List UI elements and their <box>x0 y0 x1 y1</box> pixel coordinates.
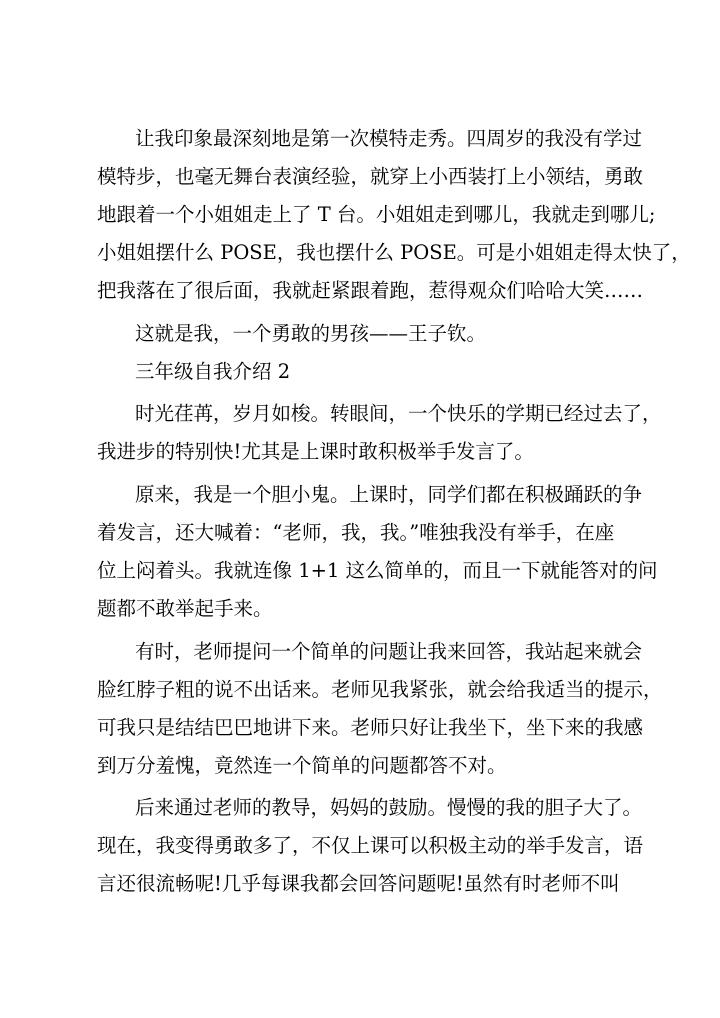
text-line: 地跟着一个小姐姐走上了 T 台。小姐姐走到哪儿，我就走到哪儿; <box>97 203 656 226</box>
text-line: 脸红脖子粗的说不出话来。老师见我紧张，就会给我适当的提示， <box>97 678 663 701</box>
text-line: 位上闷着头。我就连像 1+1 这么简单的，而且一下就能答对的问 <box>97 559 658 582</box>
text-line: 这就是我，一个勇敢的男孩——王子钦。 <box>135 322 487 345</box>
text-line: 题都不敢举起手来。 <box>97 597 273 620</box>
text-line: 我进步的特别快!尤其是上课时敢积极举手发言了。 <box>97 440 534 463</box>
text-line: 后来通过老师的教导，妈妈的鼓励。慢慢的我的胆子大了。 <box>135 796 643 819</box>
text-line: 现在，我变得勇敢多了，不仅上课可以积极主动的举手发言，语 <box>97 834 644 857</box>
text-line: 时光荏苒，岁月如梭。转眼间，一个快乐的学期已经过去了， <box>135 402 662 425</box>
text-line: 到万分羞愧，竟然连一个简单的问题都答不对。 <box>97 754 507 777</box>
text-line: 言还很流畅呢!几乎每课我都会回答问题呢!虽然有时老师不叫 <box>97 872 620 895</box>
text-line: 原来，我是一个胆小鬼。上课时，同学们都在积极踊跃的争 <box>135 483 643 506</box>
section-heading: 三年级自我介绍 2 <box>135 360 291 383</box>
text-line: 小姐姐摆什么 POSE，我也摆什么 POSE。可是小姐姐走得太快了， <box>97 241 691 264</box>
text-line: 模特步，也毫无舞台表演经验，就穿上小西装打上小领结，勇敢 <box>97 165 644 188</box>
text-line: 着发言，还大喊着：“老师，我，我。”唯独我没有举手，在座 <box>97 521 615 544</box>
text-line: 有时，老师提问一个简单的问题让我来回答，我站起来就会 <box>135 640 643 663</box>
text-line: 可我只是结结巴巴地讲下来。老师只好让我坐下，坐下来的我感 <box>97 716 644 739</box>
text-line: 把我落在了很后面，我就赶紧跟着跑，惹得观众们哈哈大笑…… <box>97 279 644 302</box>
text-line: 让我印象最深刻地是第一次模特走秀。四周岁的我没有学过 <box>135 127 643 150</box>
